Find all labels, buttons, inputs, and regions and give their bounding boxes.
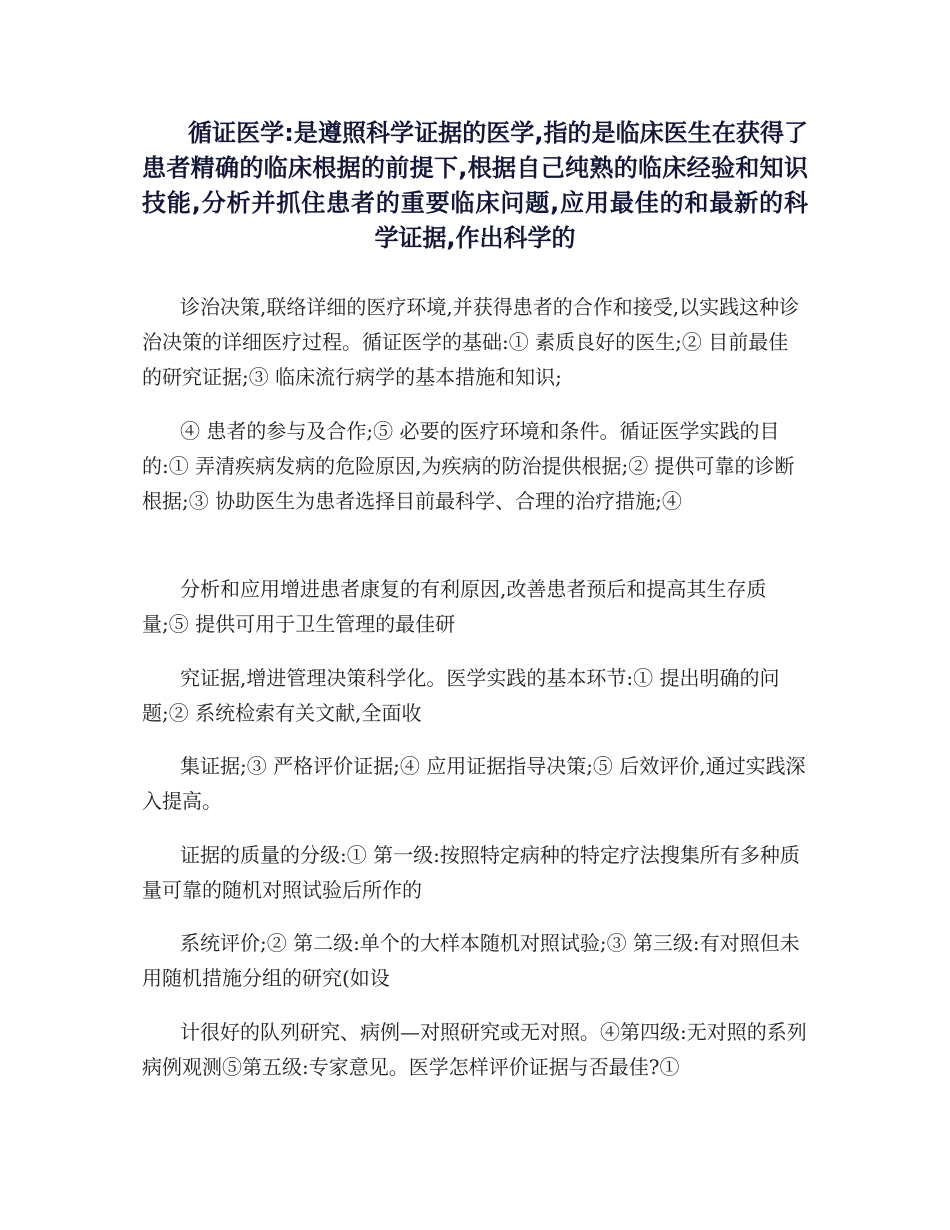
paragraph-7: 系统评价;② 第二级:单个的大样本随机对照试验;③ 第三级:有对照但未用随机措施分组的研究(如设 bbox=[142, 931, 800, 990]
paragraph-6: 证据的质量的分级:① 第一级:按照特定病种的特定疗法搜集所有多种质量可靠的随机对照试验后所作的 bbox=[142, 843, 800, 902]
paragraph-4: 究证据,增进管理决策科学化。医学实践的基本环节:① 提出明确的问题;② 系统检索有关文献,全面收 bbox=[142, 666, 780, 725]
document-heading: 循证医学:是遵照科学证据的医学,指的是临床医生在获得了患者精确的临床根据的前提下,根据自己纯熟的临床经验和知识技能,分析并抓住患者的重要临床问题,应用最佳的和最新的科学证据,作出科学的 bbox=[142, 119, 808, 252]
paragraph-8: 计很好的队列研究、病例—对照研究或无对照。④第四级:无对照的系列病例观测⑤第五级:专家意见。医学怎样评价证据与否最佳?① bbox=[142, 1020, 807, 1079]
paragraph-5: 集证据;③ 严格评价证据;④ 应用证据指导决策;⑤ 后效评价,通过实践深入提高。 bbox=[142, 754, 806, 813]
paragraph-2: ④ 患者的参与及合作;⑤ 必要的医疗环境和条件。循证医学实践的目的:① 弄清疾病发病的危险原因,为疾病的防治提供根据;② 提供可靠的诊断根据;③ 协助医生为患者选择目前最科学、合理的治疗措施;④ bbox=[142, 419, 795, 513]
paragraph-1: 诊治决策,联络详细的医疗环境,并获得患者的合作和接受,以实践这种诊治决策的详细医疗过程。循证医学的基础:① 素质良好的医生;② 目前最佳的研究证据;③ 临床流行病学的基本措施和知识; bbox=[142, 295, 800, 389]
paragraph-3: 分析和应用增进患者康复的有利原因,改善患者预后和提高其生存质量;⑤ 提供可用于卫生管理的最佳研 bbox=[142, 577, 767, 636]
